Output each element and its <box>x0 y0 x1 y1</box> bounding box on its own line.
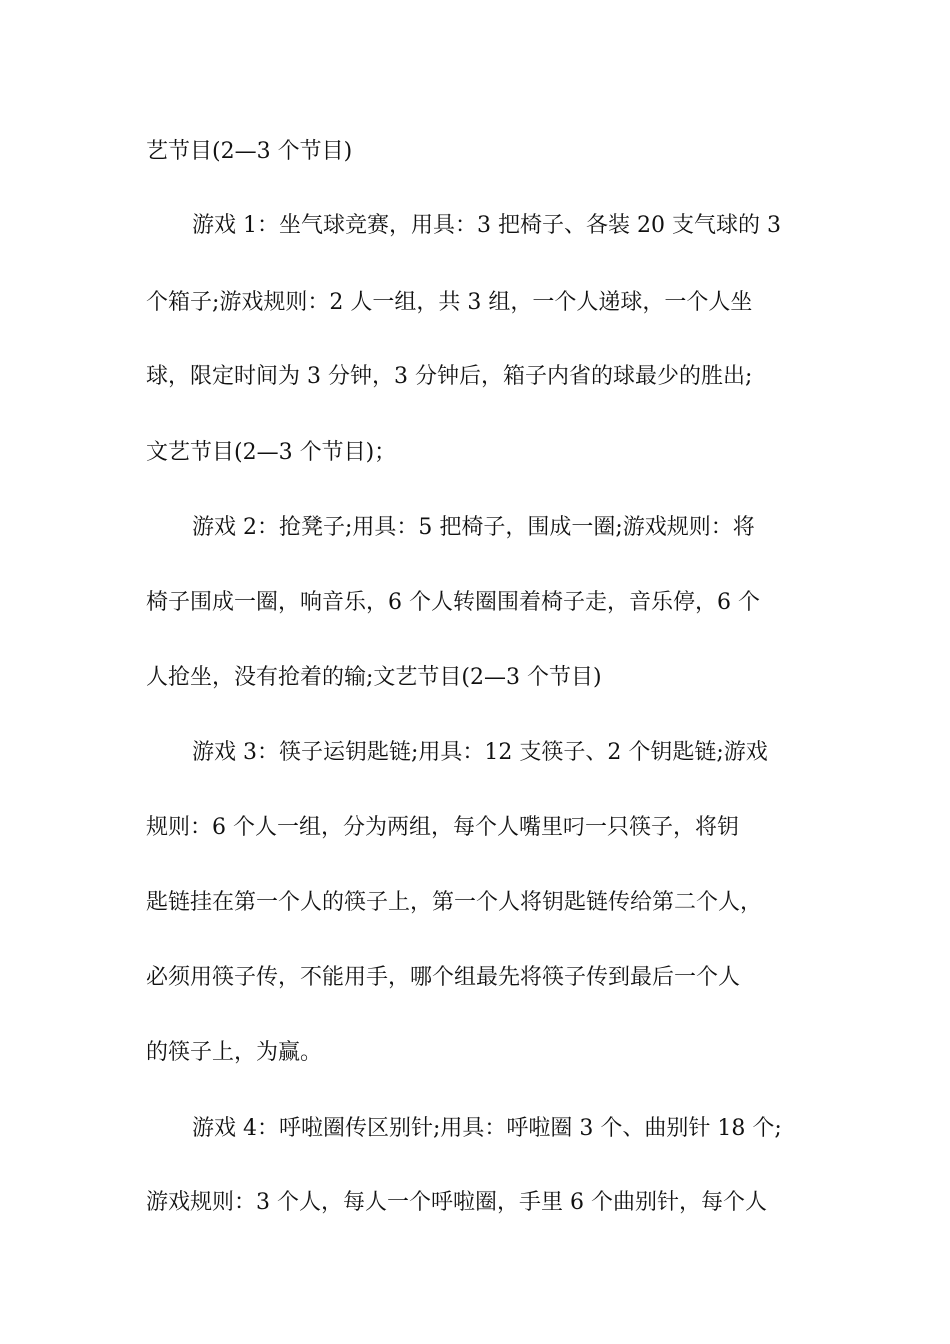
text-line: 艺节目(2—3 个节目) <box>146 139 353 164</box>
text-line: 规则：6 个人一组，分为两组，每个人嘴里叼一只筷子，将钥 <box>146 815 739 840</box>
text-line: 游戏 2：抢凳子;用具：5 把椅子，围成一圈;游戏规则：将 <box>192 515 755 540</box>
text-line: 必须用筷子传，不能用手，哪个组最先将筷子传到最后一个人 <box>146 965 741 990</box>
text-line: 个箱子;游戏规则：2 人一组，共 3 组，一个人递球，一个人坐 <box>146 290 753 315</box>
text-line: 的筷子上，为赢。 <box>146 1040 323 1065</box>
text-line: 球，限定时间为 3 分钟，3 分钟后，箱子内省的球最少的胜出; <box>146 364 753 389</box>
text-line: 文艺节目(2—3 个节目)； <box>146 440 397 465</box>
text-line: 游戏 3：筷子运钥匙链;用具：12 支筷子、2 个钥匙链;游戏 <box>192 740 768 765</box>
text-line: 椅子围成一圈，响音乐，6 个人转圈围着椅子走，音乐停，6 个 <box>146 590 760 615</box>
text-line: 匙链挂在第一个人的筷子上，第一个人将钥匙链传给第二个人， <box>146 890 763 915</box>
text-line: 人抢坐，没有抢着的输;文艺节目(2—3 个节目) <box>146 665 602 690</box>
text-line: 游戏 1：坐气球竞赛，用具：3 把椅子、各装 20 支气球的 3 <box>192 213 781 238</box>
text-line: 游戏 4：呼啦圈传区别针;用具：呼啦圈 3 个、曲别针 18 个; <box>192 1116 782 1141</box>
text-line: 游戏规则：3 个人，每人一个呼啦圈，手里 6 个曲别针，每个人 <box>146 1190 767 1215</box>
